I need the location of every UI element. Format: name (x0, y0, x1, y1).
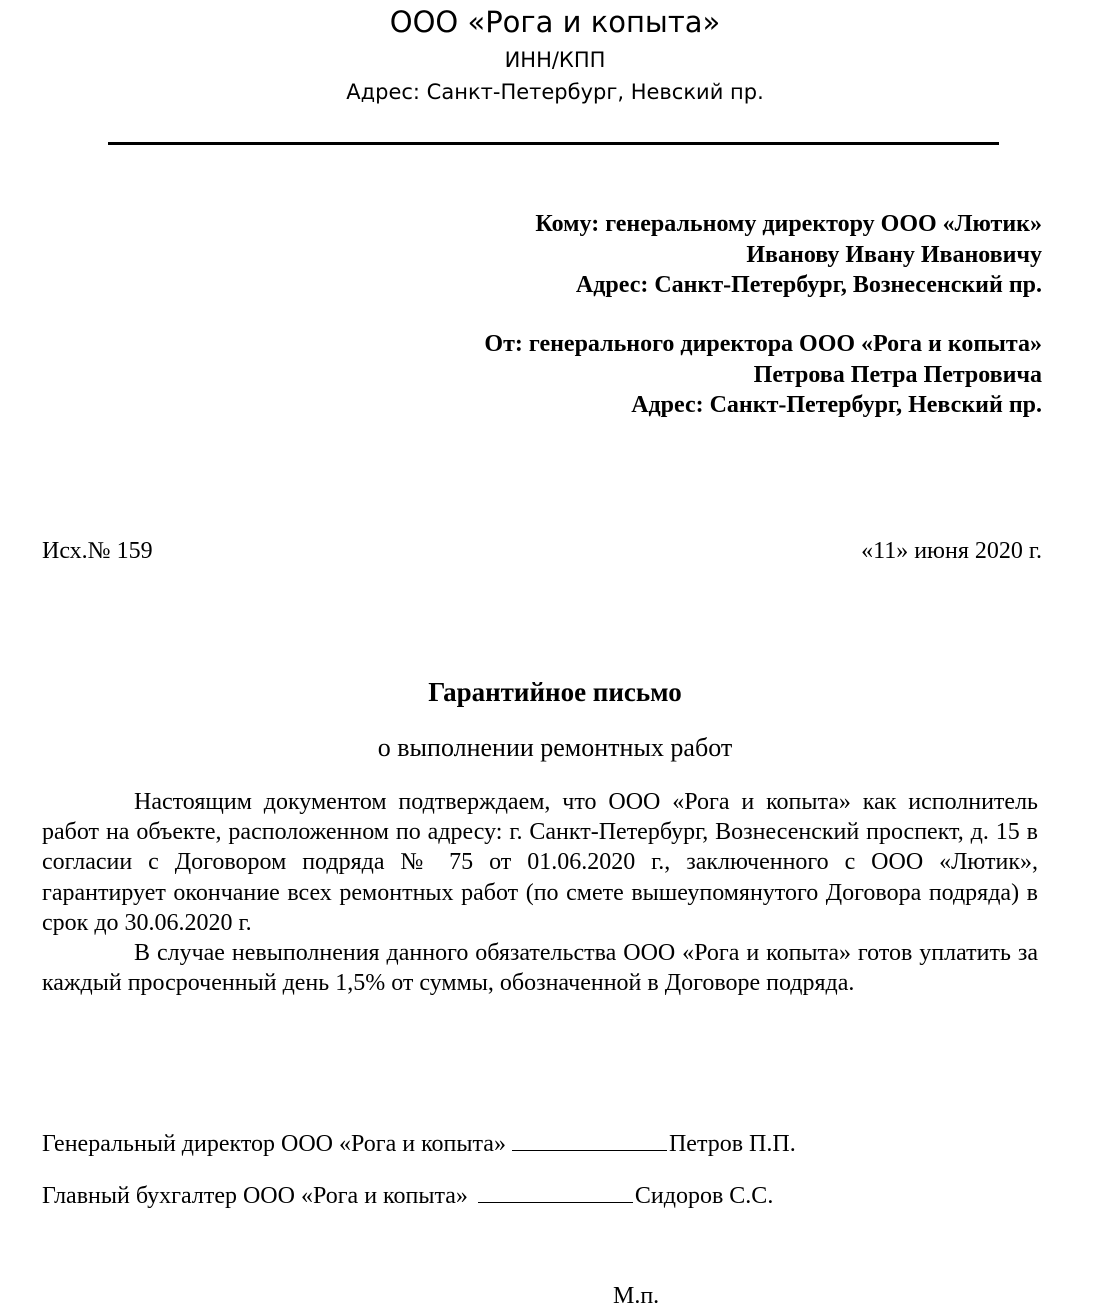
letterhead-company-name: ООО «Рога и копыта» (389, 5, 721, 39)
accountant-signature-line (42, 1180, 773, 1211)
recipient-position: Кому: генеральному директору ООО «Лютик» (535, 211, 1042, 237)
accountant-name: Сидоров С.С. (634, 1183, 774, 1209)
letter-date: «11» июня 2020 г. (861, 538, 1042, 564)
body-paragraph-1: Настоящим документом подтверждаем, что ООО «Рога и копыта» как исполнитель работ на объекте, расположенном по адресу: г. Санкт-Петербург, Вознесенский проспект, д. 15 в согласии с Договором подряда № 75 от 01.06.2020 г., заключенного с ООО «Лютик», гарантирует окончание всех ремонтных работ (по смете вышеупомянутого Договора подряда) в срок до 30.06.2020 г. (42, 789, 1038, 936)
sender-position: От: генерального директора ООО «Рога и копыта» (484, 331, 1042, 357)
letterhead-address: Адрес: Санкт-Петербург, Невский пр. (346, 80, 764, 104)
director-signature-line (42, 1128, 796, 1159)
recipient-name: Иванову Ивану Ивановичу (746, 241, 1042, 268)
seal-place: М.п. (613, 1283, 660, 1309)
accountant-title: Главный бухгалтер ООО «Рога и копыта» (42, 1183, 468, 1209)
sender-name: Петрова Петра Петровича (753, 361, 1042, 388)
accountant-signature-blank (478, 1180, 633, 1203)
body-paragraph-2: В случае невыполнения данного обязательства ООО «Рога и копыта» готов уплатить за каждый просроченный день 1,5% от суммы, обозначенной в Договоре подряда. (42, 940, 1038, 997)
document-title: Гарантийное письмо (428, 677, 682, 707)
director-signature-blank (512, 1128, 667, 1151)
document-subtitle: о выполнении ремонтных работ (377, 733, 733, 762)
recipient-block (535, 209, 1042, 301)
letterhead-inn: ИНН/КПП (504, 48, 606, 72)
outgoing-number: Исх.№ 159 (42, 538, 153, 564)
letterhead-divider (108, 142, 999, 145)
director-name: Петров П.П. (668, 1131, 796, 1157)
letter-body (42, 787, 1038, 998)
director-title: Генеральный директор ООО «Рога и копыта» (42, 1131, 506, 1157)
recipient-address: Адрес: Санкт-Петербург, Вознесенский пр. (575, 272, 1042, 298)
sender-address: Адрес: Санкт-Петербург, Невский пр. (631, 392, 1042, 418)
sender-block (484, 329, 1042, 421)
